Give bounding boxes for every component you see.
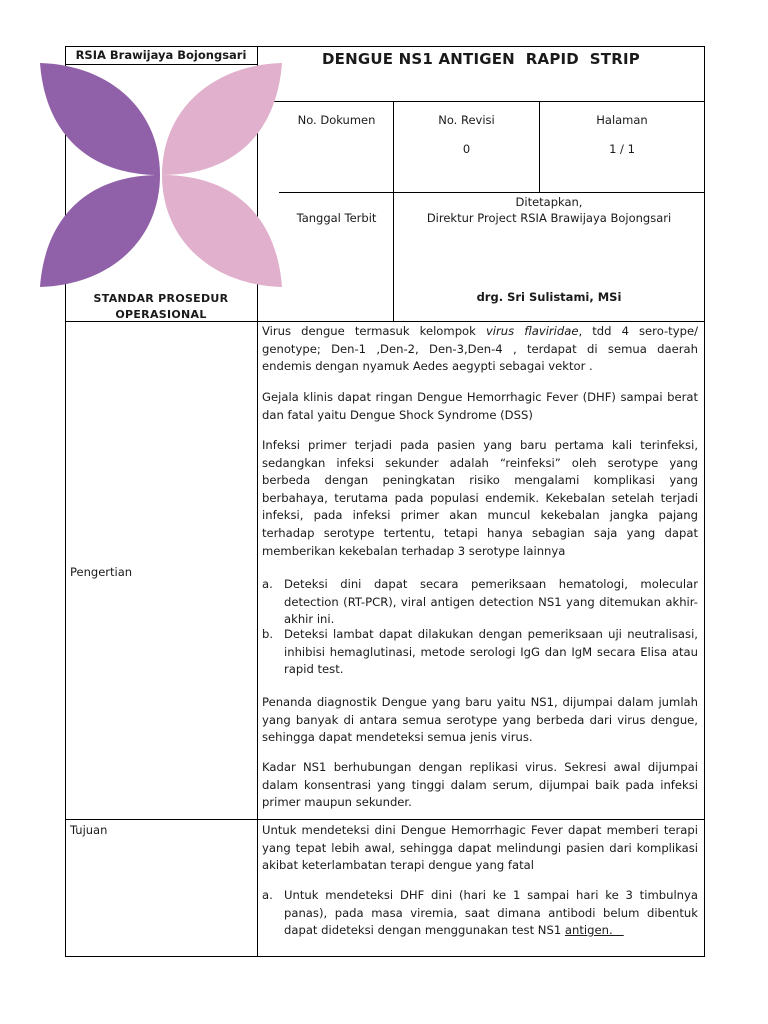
approver-name: drg. Sri Sulistami, MSi — [476, 290, 622, 304]
logo-right-wing — [162, 63, 282, 287]
page-value: 1 / 1 — [609, 142, 635, 156]
document-title: DENGUE NS1 ANTIGEN RAPID STRIP — [322, 50, 640, 68]
pengertian-list-a — [262, 576, 698, 629]
p1-post: , tdd 4 sero-type/ genotype; Den-1 ,Den-2, Den-3,Den-4 , terdapat di semua daerah endemis dengan nyamuk Aedes aegypti sebagai vektor . — [262, 324, 698, 374]
issue-date-label: Tanggal Terbit — [296, 211, 377, 225]
doc-row-underline — [279, 192, 705, 193]
list-item — [262, 887, 698, 940]
underlined-word: antigen. — [564, 923, 624, 938]
doc-no-label: No. Dokumen — [297, 113, 376, 127]
pengertian-paragraph-3: Infeksi primer terjadi pada pasien yang baru pertama kali terinfeksi, sedangkan infeksi sekunder adalah “reinfeksi” oleh serotype yang berbeda dengan peningkatan risiko mengalami komplikasi yang berbahaya, terutama pada populasi endemik. Kekebalan setelah terjadi infeksi, pada infeksi primer akan muncul kekebalan jangka pajang terhadap serotype tertentu, tetapi hanya sebagian saja yang dapat memberikan kekebalan terhadap 3 serotype lainnya — [262, 438, 698, 558]
list-item — [262, 626, 698, 679]
pengertian-list-b — [262, 626, 698, 679]
pengertian-bottom — [65, 819, 705, 820]
tujuan-list-a — [262, 887, 698, 940]
sop-line-2: OPERASIONAL — [115, 308, 207, 321]
rev-no-value: 0 — [462, 142, 471, 156]
list-item — [262, 576, 698, 629]
table-border-bottom — [65, 956, 705, 957]
table-border-top — [65, 46, 705, 47]
list-marker-a: a. — [262, 888, 273, 902]
sop-label — [66, 291, 256, 323]
sop-line-1: STANDAR PROSEDUR — [93, 292, 229, 305]
pengertian-paragraph-2: Gejala klinis dapat ringan Dengue Hemorrhagic Fever (DHF) sampai berat dan fatal yaitu Dengue Shock Syndrome (DSS) — [262, 390, 698, 422]
p1-pre: Virus dengue termasuk kelompok — [262, 324, 486, 338]
logo-left-wing — [40, 63, 160, 287]
pengertian-paragraph-4: Penanda diagnostik Dengue yang baru yaitu NS1, dijumpai dalam jumlah yang banyak di antara semua serotype yang berbeda dari virus dengue, sehingga dapat mendeteksi semua jenis virus. — [262, 695, 698, 745]
rev-no-label: No. Revisi — [438, 113, 495, 127]
list-text-a: Deteksi dini dapat secara pemeriksaan hematologi, molecular detection (RT-PCR), viral antigen detection NS1 yang ditemukan akhir-akhir ini. — [284, 577, 698, 627]
butterfly-logo-icon — [40, 55, 285, 295]
list-marker-a: a. — [262, 577, 273, 591]
approved-label: Ditetapkan, — [515, 195, 583, 209]
pengertian-content — [262, 323, 698, 376]
approver-title: Direktur Project RSIA Brawijaya Bojongsari — [426, 211, 672, 225]
title-underline — [257, 101, 705, 102]
tujuan-label: Tujuan — [70, 823, 108, 837]
list-text-b: Deteksi lambat dapat dilakukan dengan pemeriksaan uji neutralisasi, inhibisi hemaglutinasi, metode serologi IgG dan IgM secara Elisa atau rapid test. — [284, 627, 698, 677]
list-marker-b: b. — [262, 627, 274, 641]
list-text-a: Untuk mendeteksi DHF dini (hari ke 1 sampai hari ke 3 timbulnya panas), pada masa viremia, saat dimana antibodi belum dibentuk dapat dideteksi dengan menggunakan test NS1 — [284, 888, 698, 938]
pengertian-label: Pengertian — [70, 565, 133, 579]
tujuan-paragraph-1: Untuk mendeteksi dini Dengue Hemorrhagic Fever dapat memberi terapi yang tepat lebih awal, sehingga dapat melindungi pasien dari komplikasi akibat keterlambatan terapi dengue yang fatal — [262, 823, 698, 873]
page-label: Halaman — [596, 113, 648, 127]
pengertian-paragraph-1 — [262, 323, 698, 376]
hospital-name: RSIA Brawijaya Bojongsari — [75, 48, 247, 62]
p1-italic: virus flaviridae — [485, 324, 579, 338]
pengertian-paragraph-5: Kadar NS1 berhubungan dengan replikasi virus. Sekresi awal dijumpai dalam konsentrasi yang tinggi dalam serum, dijumpai baik pada infeksi primer maupun sekunder. — [262, 760, 698, 810]
